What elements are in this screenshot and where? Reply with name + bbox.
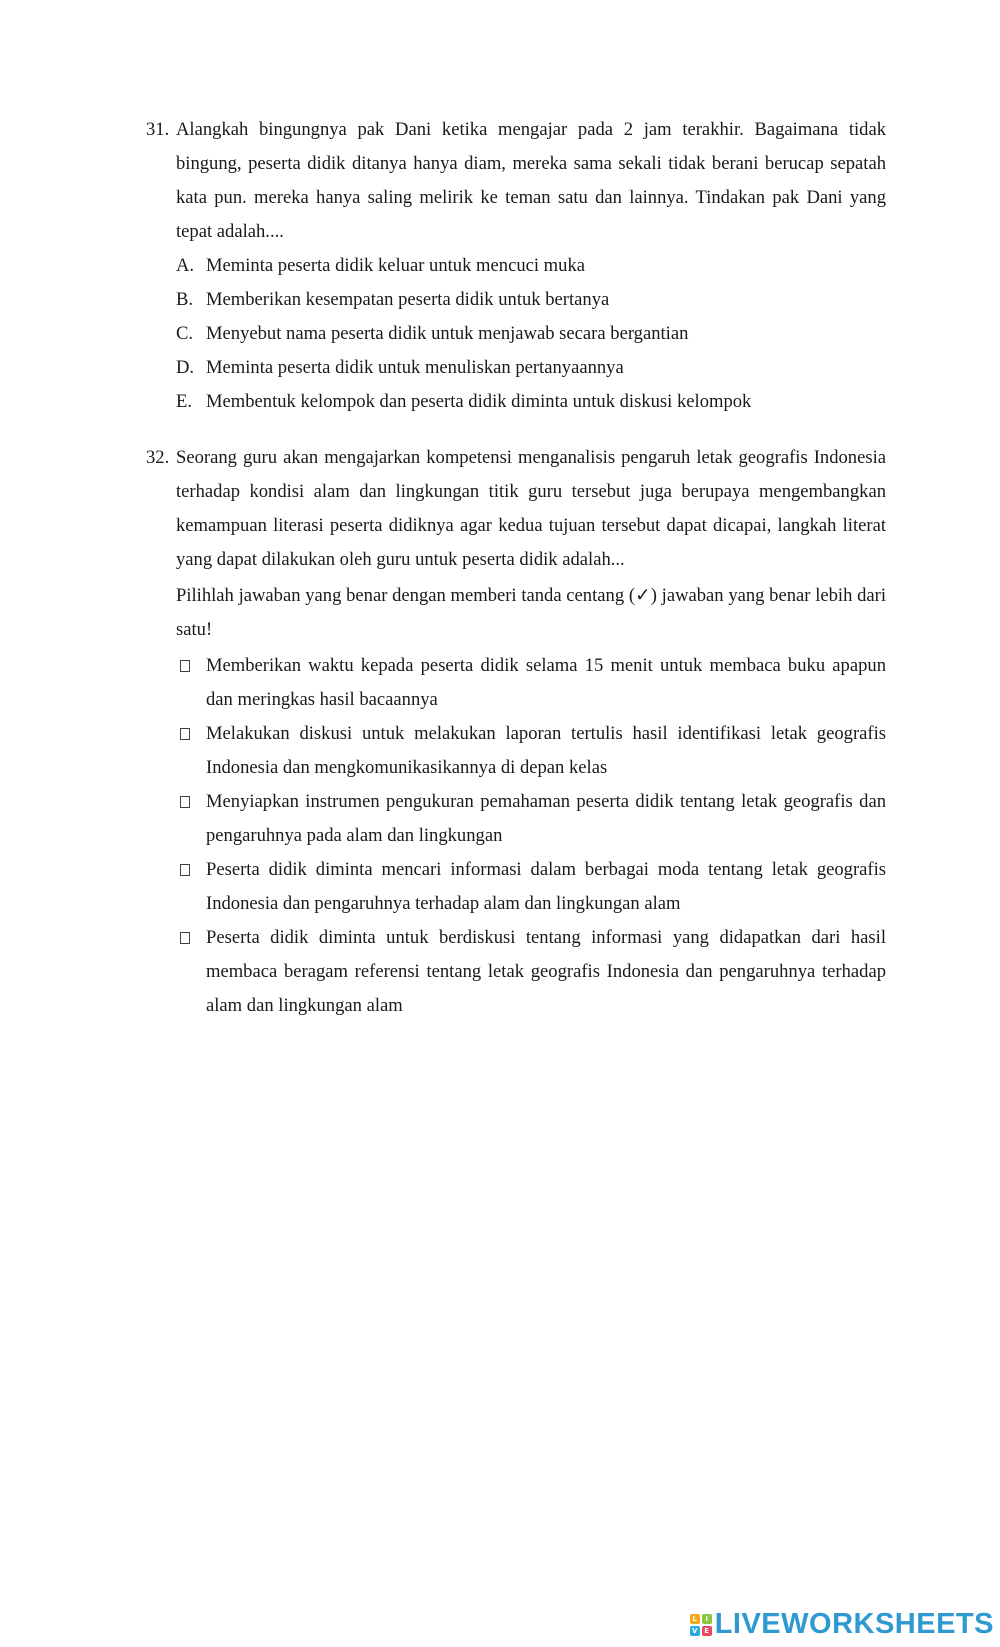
option-letter: B. xyxy=(176,289,194,310)
question-31-header xyxy=(146,113,886,249)
question-number: 31. xyxy=(146,119,170,140)
checkbox[interactable] xyxy=(176,853,206,921)
option-letter: E. xyxy=(176,391,193,412)
checkbox-option-5 xyxy=(176,921,886,1023)
checkbox-option-4 xyxy=(176,853,886,921)
question-text: Seorang guru akan mengajarkan kompetensi menganalisis pengaruh letak geografis Indonesia terhadap kondisi alam dan lingkungan titik guru tersebut juga berupaya mengembangkan kemampuan literasi peserta didiknya agar kedua tujuan tersebut dapat dicapai, langkah literat yang dapat dilakukan oleh guru untuk peserta didik adalah... xyxy=(176,447,886,570)
checkbox[interactable] xyxy=(176,785,206,853)
logo-mark-icon xyxy=(690,1614,712,1636)
checkbox-box[interactable] xyxy=(180,932,190,944)
option-text: Menyebut nama peserta didik untuk menjawab secara bergantian xyxy=(206,323,689,344)
question-number: 32. xyxy=(146,447,170,468)
checkbox-option-3 xyxy=(176,785,886,853)
checkbox-box[interactable] xyxy=(180,796,190,808)
question-32 xyxy=(146,441,886,1023)
option-a[interactable] xyxy=(176,249,886,283)
option-text: Meminta peserta didik untuk menuliskan pertanyaannya xyxy=(206,357,624,378)
option-text: Memberikan kesempatan peserta didik untuk bertanya xyxy=(206,289,610,310)
checkbox-option-1 xyxy=(176,649,886,717)
checkbox-box[interactable] xyxy=(180,864,190,876)
option-d[interactable] xyxy=(176,351,886,385)
option-b[interactable] xyxy=(176,283,886,317)
option-text: Peserta didik diminta mencari informasi dalam berbagai moda tentang letak geografis Indonesia dan pengaruhnya terhadap alam dan lingkungan alam xyxy=(206,859,886,914)
question-31-options xyxy=(146,249,886,419)
question-text: Alangkah bingungnya pak Dani ketika mengajar pada 2 jam terakhir. Bagaimana tidak bingung, peserta didik ditanya hanya diam, mereka sama sekali tidak berani berucap sepatah kata pun. mereka hanya saling melirik ke teman satu dan lainnya. Tindakan pak Dani yang tepat adalah.... xyxy=(176,119,886,242)
logo-mark-letter: E xyxy=(702,1626,712,1636)
checkbox-option-2 xyxy=(176,717,886,785)
option-c[interactable] xyxy=(176,317,886,351)
question-31 xyxy=(146,113,886,419)
question-32-header xyxy=(146,441,886,577)
option-text: Melakukan diskusi untuk melakukan laporan tertulis hasil identifikasi letak geografis Indonesia dan mengkomunikasikannya di depan kelas xyxy=(206,723,886,778)
option-letter: A. xyxy=(176,255,195,276)
logo-mark-letter: V xyxy=(690,1626,700,1636)
question-32-options xyxy=(146,649,886,1023)
option-letter: D. xyxy=(176,357,195,378)
logo-text: LIVEWORKSHEETS xyxy=(714,1608,994,1640)
option-text: Peserta didik diminta untuk berdiskusi tentang informasi yang didapatkan dari hasil membaca beragam referensi tentang letak geografis Indonesia dan pengaruhnya terhadap alam dan lingkungan alam xyxy=(206,927,886,1016)
option-e[interactable] xyxy=(176,385,886,419)
logo-mark-letter: L xyxy=(690,1614,700,1624)
option-text: Meminta peserta didik keluar untuk mencuci muka xyxy=(206,255,585,276)
checkbox[interactable] xyxy=(176,717,206,785)
option-text: Memberikan waktu kepada peserta didik selama 15 menit untuk membaca buku apapun dan meringkas hasil bacaannya xyxy=(206,655,886,710)
checkbox-box[interactable] xyxy=(180,660,190,672)
option-text: Membentuk kelompok dan peserta didik diminta untuk diskusi kelompok xyxy=(206,391,752,412)
logo-mark-letter: I xyxy=(702,1614,712,1624)
checkbox-box[interactable] xyxy=(180,728,190,740)
instruction-text: Pilihlah jawaban yang benar dengan memberi tanda centang (✓) jawaban yang benar lebih dari satu! xyxy=(176,585,886,640)
liveworksheets-logo xyxy=(690,1608,994,1641)
checkbox[interactable] xyxy=(176,649,206,717)
option-text: Menyiapkan instrumen pengukuran pemahaman peserta didik tentang letak geografis dan pengaruhnya pada alam dan lingkungan xyxy=(206,791,886,846)
checkbox[interactable] xyxy=(176,921,206,1023)
option-letter: C. xyxy=(176,323,194,344)
